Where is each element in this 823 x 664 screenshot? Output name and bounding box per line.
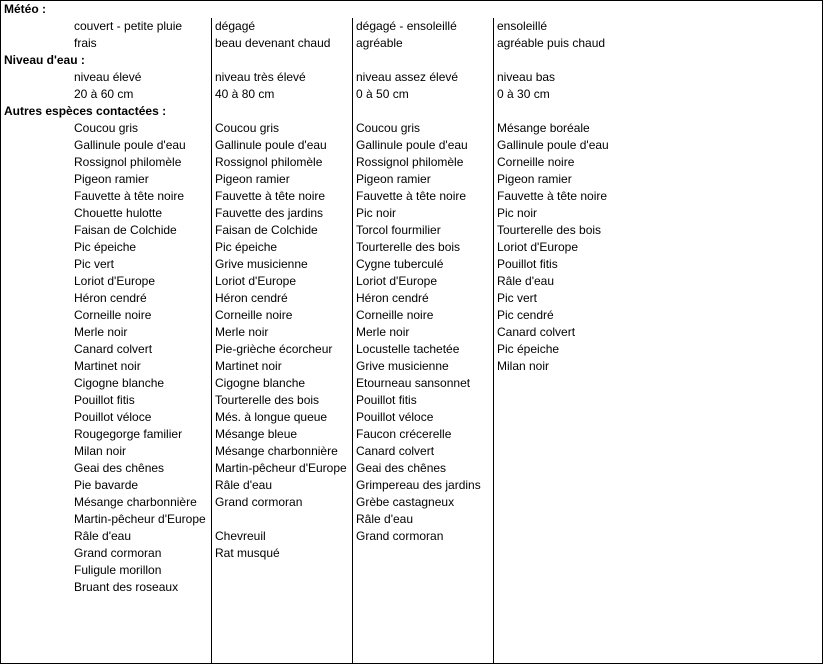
especes-heading-row: [1, 103, 822, 120]
table-cell: Pic cendré: [497, 308, 554, 322]
table-cell: 20 à 60 cm: [74, 87, 134, 101]
table-cell: Faisan de Colchide: [215, 223, 318, 237]
table-cell: Chouette hulotte: [74, 206, 163, 220]
table-cell: Pouillot véloce: [74, 410, 152, 424]
table-cell: Râle d'eau: [356, 512, 413, 526]
table-cell: Gallinule poule d'eau: [356, 138, 468, 152]
table-row: [1, 307, 822, 324]
table-cell: Rossignol philomèle: [74, 155, 182, 169]
table-row: [1, 35, 822, 52]
table-cell: Loriot d'Europe: [497, 240, 579, 254]
table-row: [1, 528, 822, 545]
table-row: [1, 69, 822, 86]
table-cell: Cygne tuberculé: [356, 257, 444, 271]
table-cell: Loriot d'Europe: [74, 274, 156, 288]
table-cell: Faucon crécerelle: [356, 427, 452, 441]
table-cell: Loriot d'Europe: [356, 274, 438, 288]
table-cell: 0 à 30 cm: [497, 87, 550, 101]
table-cell: Fauvette à tête noire: [356, 189, 467, 203]
table-row: [1, 409, 822, 426]
table-row: [1, 358, 822, 375]
table-cell: Corneille noire: [497, 155, 575, 169]
table-row: [1, 477, 822, 494]
table-cell: Pic épeiche: [497, 342, 560, 356]
table-row: [1, 256, 822, 273]
table-cell: Grèbe castagneux: [356, 495, 455, 509]
table-cell: Faisan de Colchide: [74, 223, 177, 237]
table-row: [1, 18, 822, 35]
table-cell: Corneille noire: [74, 308, 152, 322]
table-cell: Coucou gris: [74, 121, 139, 135]
table-cell: Râle d'eau: [74, 529, 131, 543]
table-cell: Fauvette à tête noire: [497, 189, 608, 203]
table-cell: Pic vert: [497, 291, 538, 305]
table-cell: ensoleillé: [497, 19, 548, 33]
table-row: [1, 579, 822, 596]
table-cell: Rat musqué: [215, 546, 280, 560]
table-cell: Fuligule morillon: [74, 563, 162, 577]
table-cell: Tourterelle des bois: [497, 223, 602, 237]
table-row: [1, 222, 822, 239]
table-row: [1, 273, 822, 290]
table-cell: Canard colvert: [74, 342, 153, 356]
table-cell: dégagé: [215, 19, 256, 33]
table-row: [1, 120, 822, 137]
table-cell: Gallinule poule d'eau: [497, 138, 609, 152]
table-cell: Pigeon ramier: [356, 172, 431, 186]
niveau-heading-row: [1, 52, 822, 69]
table-cell: Corneille noire: [356, 308, 434, 322]
table-row: [1, 426, 822, 443]
table-row: [1, 86, 822, 103]
table-row: [1, 460, 822, 477]
table-cell: Mésange bleue: [215, 427, 298, 441]
table-cell: Etourneau sansonnet: [356, 376, 471, 390]
meteo-heading: Météo :: [4, 2, 46, 16]
table-cell: Héron cendré: [74, 291, 147, 305]
table-cell: Canard colvert: [356, 444, 435, 458]
table-row: [1, 392, 822, 409]
table-cell: Torcol fourmilier: [356, 223, 441, 237]
table-cell: Râle d'eau: [215, 478, 272, 492]
table-row: [1, 188, 822, 205]
table-cell: Héron cendré: [356, 291, 429, 305]
table-row: [1, 562, 822, 579]
table-cell: Pic épeiche: [74, 240, 137, 254]
table-cell: agréable puis chaud: [497, 36, 606, 50]
table-cell: couvert - petite pluie: [74, 19, 183, 33]
table-cell: dégagé - ensoleillé: [356, 19, 457, 33]
table-cell: Pic noir: [497, 206, 538, 220]
table-cell: Martin-pêcheur d'Europe: [215, 461, 347, 475]
table-cell: Fauvette à tête noire: [215, 189, 326, 203]
table-row: [1, 443, 822, 460]
table-cell: Milan noir: [74, 444, 127, 458]
table-cell: Locustelle tachetée: [356, 342, 460, 356]
table-cell: Merle noir: [215, 325, 269, 339]
table-cell: Cigogne blanche: [74, 376, 165, 390]
table-row: [1, 171, 822, 188]
table-row: [1, 341, 822, 358]
table-cell: Geai des chênes: [356, 461, 447, 475]
table-row: [1, 137, 822, 154]
table-row: [1, 290, 822, 307]
table-cell: Tourterelle des bois: [215, 393, 320, 407]
table-cell: Martinet noir: [74, 359, 141, 373]
table-cell: Grand cormoran: [356, 529, 444, 543]
table-cell: Tourterelle des bois: [356, 240, 461, 254]
table-cell: Grand cormoran: [74, 546, 162, 560]
table-cell: Pic noir: [356, 206, 397, 220]
table-cell: 0 à 50 cm: [356, 87, 409, 101]
table-cell: Martin-pêcheur d'Europe: [74, 512, 206, 526]
table-cell: niveau bas: [497, 70, 556, 84]
table-cell: niveau très élevé: [215, 70, 306, 84]
table-cell: Més. à longue queue: [215, 410, 328, 424]
table-cell: Grand cormoran: [215, 495, 303, 509]
table-cell: Merle noir: [74, 325, 128, 339]
table-cell: Pouillot fitis: [74, 393, 135, 407]
table-cell: agréable: [356, 36, 403, 50]
table-cell: Mésange charbonnière: [215, 444, 338, 458]
table-cell: frais: [74, 36, 97, 50]
table-row: [1, 545, 822, 562]
table-cell: Grimpereau des jardins: [356, 478, 481, 492]
table-cell: Rougegorge familier: [74, 427, 183, 441]
table-cell: Pie-grièche écorcheur: [215, 342, 333, 356]
table-cell: Pic vert: [74, 257, 115, 271]
table-row: [1, 324, 822, 341]
table-cell: Grive musicienne: [356, 359, 449, 373]
table-row: [1, 511, 822, 528]
table-cell: beau devenant chaud: [215, 36, 331, 50]
table-cell: Pouillot fitis: [356, 393, 417, 407]
table-cell: Bruant des roseaux: [74, 580, 179, 594]
table-cell: Pouillot fitis: [497, 257, 558, 271]
table-cell: Geai des chênes: [74, 461, 165, 475]
table-cell: Râle d'eau: [497, 274, 554, 288]
table-cell: Fauvette à tête noire: [74, 189, 185, 203]
table-cell: Martinet noir: [215, 359, 282, 373]
table-cell: Gallinule poule d'eau: [74, 138, 186, 152]
table-cell: Héron cendré: [215, 291, 288, 305]
table-cell: Canard colvert: [497, 325, 576, 339]
table-cell: Chevreuil: [215, 529, 266, 543]
table-cell: Milan noir: [497, 359, 550, 373]
especes-heading: Autres espèces contactées :: [4, 104, 167, 118]
meteo-heading-row: [1, 1, 822, 18]
table-cell: Rossignol philomèle: [356, 155, 464, 169]
table-cell: Pie bavarde: [74, 478, 139, 492]
table-row: [1, 154, 822, 171]
table-cell: Pic épeiche: [215, 240, 278, 254]
table-cell: Coucou gris: [356, 121, 421, 135]
table-row: [1, 205, 822, 222]
table-cell: Pigeon ramier: [215, 172, 290, 186]
table-cell: Mésange boréale: [497, 121, 590, 135]
table-row: [1, 375, 822, 392]
table-cell: Rossignol philomèle: [215, 155, 323, 169]
table-cell: Fauvette des jardins: [215, 206, 324, 220]
table-cell: Corneille noire: [215, 308, 293, 322]
table-cell: Pigeon ramier: [74, 172, 149, 186]
table-cell: Coucou gris: [215, 121, 280, 135]
table-cell: Pigeon ramier: [497, 172, 572, 186]
table-cell: niveau assez élevé: [356, 70, 459, 84]
table-row: [1, 239, 822, 256]
table-cell: Pouillot véloce: [356, 410, 434, 424]
table-cell: niveau élevé: [74, 70, 142, 84]
niveau-heading: Niveau d'eau :: [4, 53, 85, 67]
table-row: [1, 494, 822, 511]
table-cell: Loriot d'Europe: [215, 274, 297, 288]
table-cell: Grive musicienne: [215, 257, 308, 271]
table-cell: Merle noir: [356, 325, 410, 339]
table-cell: Gallinule poule d'eau: [215, 138, 327, 152]
table-cell: Cigogne blanche: [215, 376, 306, 390]
table-cell: Mésange charbonnière: [74, 495, 197, 509]
table-cell: 40 à 80 cm: [215, 87, 275, 101]
